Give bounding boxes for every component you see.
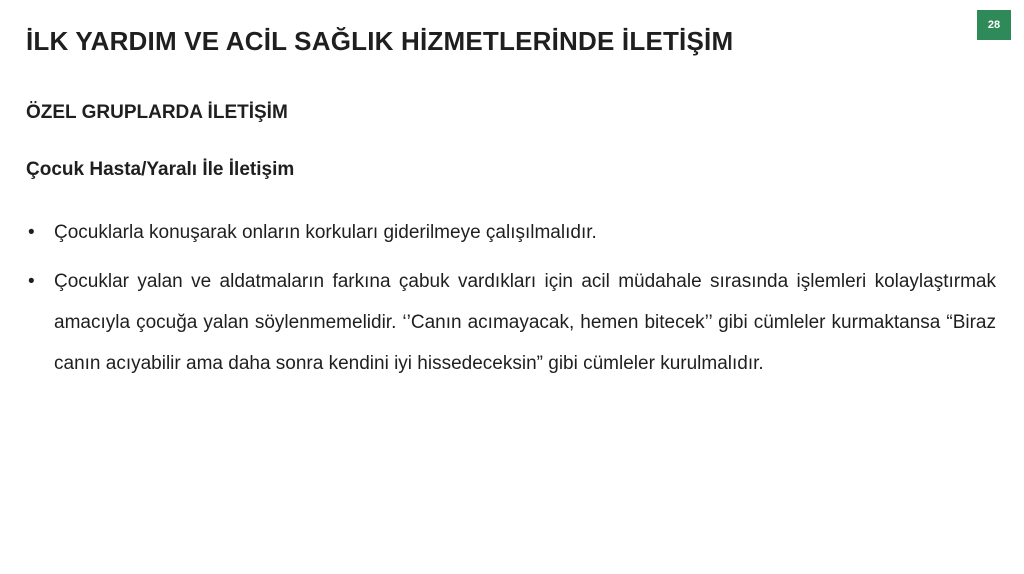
bullet-icon: • xyxy=(28,271,35,292)
bullet-item xyxy=(26,261,996,384)
bullet-icon: • xyxy=(28,222,35,243)
bullet-text: Çocuklar yalan ve aldatmaların farkına çabuk vardıkları için acil müdahale sırasında işlemleri kolaylaştırmak amacıyla çocuğa yalan söylenmemelidir. ‘’Canın acımayacak, hemen bitecek’’ gibi cümleler kurmaktansa “Biraz canın acıyabilir ama daha sonra kendini iyi hissedeceksin” gibi cümleler kurulmalıdır. xyxy=(54,271,996,374)
slide-number-badge xyxy=(977,10,1011,40)
bullet-item xyxy=(26,212,996,253)
slide-number: 28 xyxy=(987,19,1001,31)
bullet-text: Çocuklarla konuşarak onların korkuları giderilmeye çalışılmalıdır. xyxy=(54,222,597,243)
sub-heading: Çocuk Hasta/Yaralı İle İletişim xyxy=(26,159,295,180)
bullet-list xyxy=(26,212,996,384)
section-heading: ÖZEL GRUPLARDA İLETİŞİM xyxy=(26,102,288,123)
slide-title: İLK YARDIM VE ACİL SAĞLIK HİZMETLERİNDE İLETİŞİM xyxy=(26,26,734,56)
